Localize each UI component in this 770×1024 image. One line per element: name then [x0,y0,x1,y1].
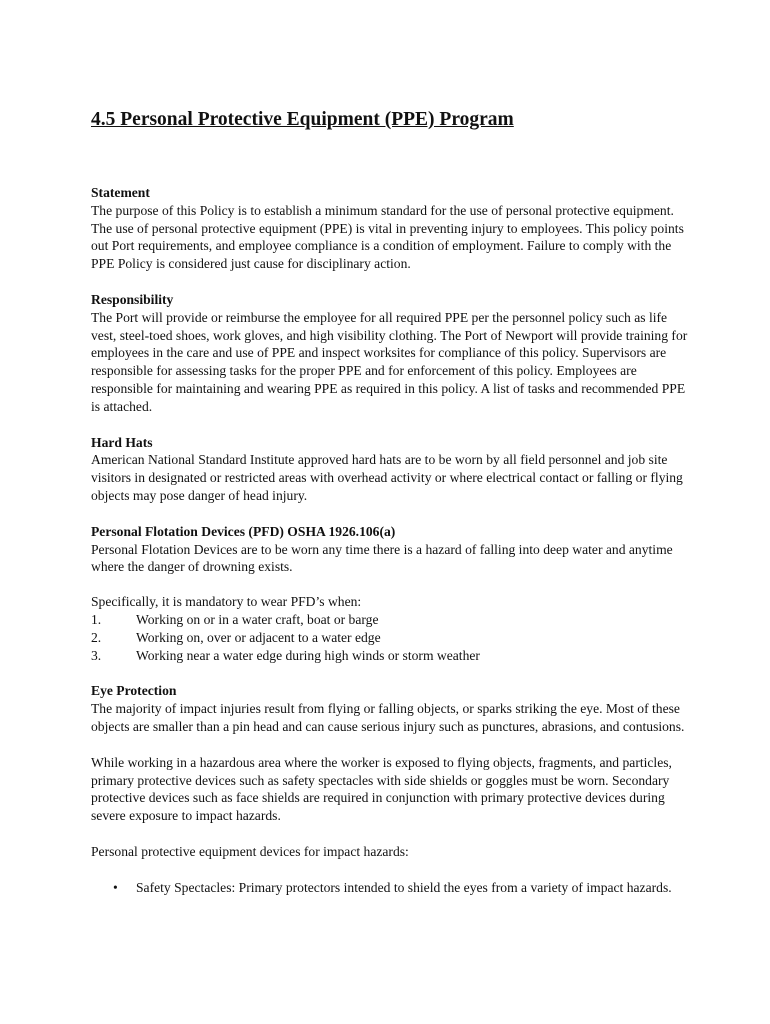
list-number: 1. [91,611,102,627]
page-title: 4.5 Personal Protective Equipment (PPE) Program [91,109,514,130]
list-item [91,647,691,665]
eye-protection-body-3: Personal protective equipment devices for impact hazards: [91,843,409,859]
list-text: Working on, over or adjacent to a water edge [136,629,381,645]
pfd-intro: Specifically, it is mandatory to wear PFD’s when: [91,594,362,610]
hard-hats-section [91,434,691,505]
list-item [91,629,691,647]
list-text: Working on or in a water craft, boat or barge [136,611,379,627]
hard-hats-body: American National Standard Institute approved hard hats are to be worn by all field personnel and job site visitors in designated or restricted areas with overhead activity or where electrical contact or falling or flying objects may pose danger of head injury. [91,452,683,503]
eye-protection-body-2: While working in a hazardous area where the worker is exposed to flying objects, fragments, and particles, primary protective devices such as safety spectacles with side shields or goggles must be worn. Secondary protective devices such as face shields are required in conjunction with primary protective devices during severe exposure to impact hazards. [91,754,672,824]
bullet-icon: • [113,879,118,895]
eye-protection-section [91,682,691,896]
pfd-body: Personal Flotation Devices are to be worn any time there is a hazard of falling into deep water and anytime where the danger of drowning exists. [91,541,673,575]
list-number: 3. [91,647,102,663]
list-number: 2. [91,629,102,645]
eye-protection-heading: Eye Protection [91,683,177,699]
hard-hats-heading: Hard Hats [91,434,153,450]
responsibility-body: The Port will provide or reimburse the employee for all required PPE per the personnel policy such as life vest, steel-toed shoes, work gloves, and high visibility clothing. The Port of Newport will provide training for employees in the care and use of PPE and inspect worksites for compliance of this policy. Supervisors are responsible for assessing tasks for the proper PPE and for enforcement of this policy. Employees are responsible for maintaining and wearing PPE as required in this policy. A list of tasks and recommended PPE is attached. [91,309,688,414]
list-item [91,611,691,629]
list-text: Working near a water edge during high winds or storm weather [136,647,480,663]
pfd-section [91,523,691,665]
list-text: Safety Spectacles: Primary protectors intended to shield the eyes from a variety of impact hazards. [136,879,672,895]
responsibility-section [91,291,691,416]
responsibility-heading: Responsibility [91,291,174,307]
statement-section [91,184,691,273]
eye-protection-body-1: The majority of impact injuries result from flying or falling objects, or sparks striking the eye. Most of these objects are smaller than a pin head and can cause serious injury such as punctures, abrasions, and contusions. [91,701,685,734]
list-item [113,879,691,897]
statement-heading: Statement [91,185,150,200]
pfd-heading: Personal Flotation Devices (PFD) OSHA 1926.106(a) [91,523,396,539]
statement-body: The purpose of this Policy is to establish a minimum standard for the use of personal protective equipment. The use of personal protective equipment (PPE) is vital in preventing injury to employees. This policy points out Port requirements, and employee compliance is a condition of employment. Failure to comply with the PPE Policy is considered just cause for disciplinary action. [91,202,684,272]
document-content [91,108,691,897]
